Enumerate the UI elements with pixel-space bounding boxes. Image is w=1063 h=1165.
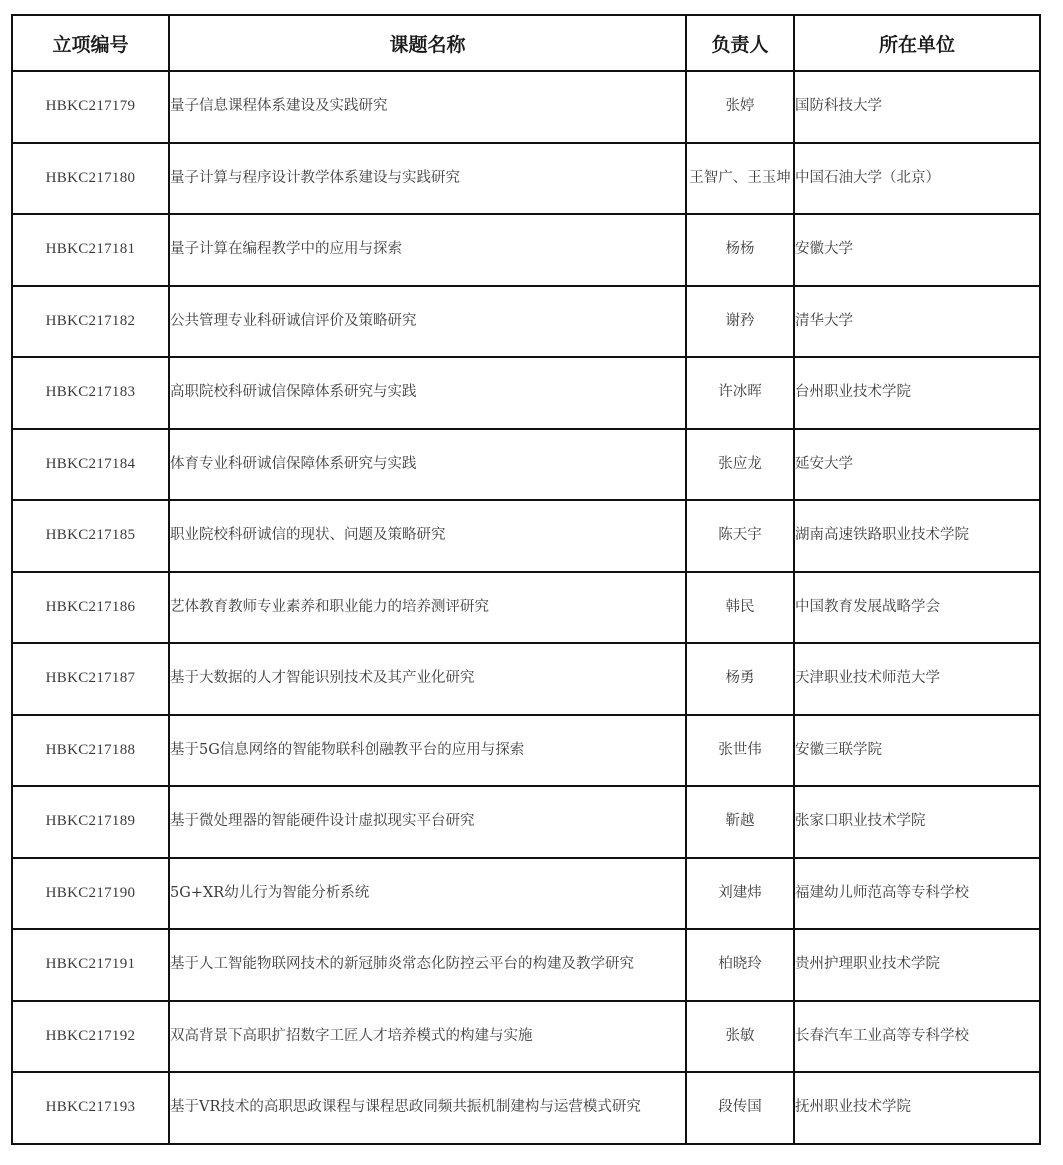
cell-unit: 延安大学 [794, 429, 1040, 501]
cell-unit: 抚州职业技术学院 [794, 1072, 1040, 1144]
cell-code: HBKC217192 [12, 1001, 169, 1073]
cell-owner: 谢矜 [686, 286, 794, 358]
cell-title: 量子计算在编程教学中的应用与探索 [169, 214, 686, 286]
cell-owner: 许冰晖 [686, 357, 794, 429]
cell-owner: 靳越 [686, 786, 794, 858]
cell-unit: 天津职业技术师范大学 [794, 643, 1040, 715]
header-title: 课题名称 [169, 15, 686, 71]
cell-code: HBKC217181 [12, 214, 169, 286]
cell-owner: 张敏 [686, 1001, 794, 1073]
cell-unit: 安徽三联学院 [794, 715, 1040, 787]
cell-owner: 陈天宇 [686, 500, 794, 572]
cell-title: 基于微处理器的智能硬件设计虚拟现实平台研究 [169, 786, 686, 858]
table-row [12, 1001, 1040, 1073]
cell-unit: 中国教育发展战略学会 [794, 572, 1040, 644]
cell-unit: 福建幼儿师范高等专科学校 [794, 858, 1040, 930]
table-row [12, 357, 1040, 429]
table-row [12, 786, 1040, 858]
table-row [12, 929, 1040, 1001]
table-row [12, 858, 1040, 930]
cell-title: 体育专业科研诚信保障体系研究与实践 [169, 429, 686, 501]
table-row [12, 71, 1040, 143]
cell-title: 量子计算与程序设计教学体系建设与实践研究 [169, 143, 686, 215]
project-table [11, 14, 1041, 1145]
cell-owner: 杨杨 [686, 214, 794, 286]
table-row [12, 572, 1040, 644]
cell-code: HBKC217188 [12, 715, 169, 787]
cell-code: HBKC217189 [12, 786, 169, 858]
cell-code: HBKC217180 [12, 143, 169, 215]
cell-owner: 张应龙 [686, 429, 794, 501]
cell-code: HBKC217179 [12, 71, 169, 143]
cell-unit: 国防科技大学 [794, 71, 1040, 143]
cell-title: 双高背景下高职扩招数字工匠人才培养模式的构建与实施 [169, 1001, 686, 1073]
cell-code: HBKC217183 [12, 357, 169, 429]
table-row [12, 214, 1040, 286]
cell-code: HBKC217191 [12, 929, 169, 1001]
cell-code: HBKC217193 [12, 1072, 169, 1144]
cell-title: 量子信息课程体系建设及实践研究 [169, 71, 686, 143]
table-header-row [12, 15, 1040, 71]
cell-title: 职业院校科研诚信的现状、问题及策略研究 [169, 500, 686, 572]
table-row [12, 643, 1040, 715]
table-row [12, 429, 1040, 501]
cell-owner: 张世伟 [686, 715, 794, 787]
cell-title: 公共管理专业科研诚信评价及策略研究 [169, 286, 686, 358]
cell-title: 基于VR技术的高职思政课程与课程思政同频共振机制建构与运营模式研究 [169, 1072, 686, 1144]
cell-unit: 长春汽车工业高等专科学校 [794, 1001, 1040, 1073]
header-owner: 负责人 [686, 15, 794, 71]
table-row [12, 286, 1040, 358]
cell-unit: 清华大学 [794, 286, 1040, 358]
cell-code: HBKC217190 [12, 858, 169, 930]
cell-unit: 贵州护理职业技术学院 [794, 929, 1040, 1001]
cell-title: 高职院校科研诚信保障体系研究与实践 [169, 357, 686, 429]
header-code: 立项编号 [12, 15, 169, 71]
cell-owner: 刘建炜 [686, 858, 794, 930]
cell-unit: 张家口职业技术学院 [794, 786, 1040, 858]
cell-code: HBKC217185 [12, 500, 169, 572]
cell-title: 基于5G信息网络的智能物联科创融教平台的应用与探索 [169, 715, 686, 787]
cell-owner: 张婷 [686, 71, 794, 143]
cell-code: HBKC217187 [12, 643, 169, 715]
cell-title: 5G+XR幼儿行为智能分析系统 [169, 858, 686, 930]
cell-unit: 湖南高速铁路职业技术学院 [794, 500, 1040, 572]
cell-code: HBKC217184 [12, 429, 169, 501]
cell-title: 艺体教育教师专业素养和职业能力的培养测评研究 [169, 572, 686, 644]
cell-code: HBKC217182 [12, 286, 169, 358]
table-row [12, 500, 1040, 572]
table-row [12, 715, 1040, 787]
cell-unit: 中国石油大学（北京） [794, 143, 1040, 215]
cell-owner: 王智广、王玉坤 [686, 143, 794, 215]
cell-title: 基于人工智能物联网技术的新冠肺炎常态化防控云平台的构建及教学研究 [169, 929, 686, 1001]
table-row [12, 143, 1040, 215]
cell-owner: 韩民 [686, 572, 794, 644]
cell-title: 基于大数据的人才智能识别技术及其产业化研究 [169, 643, 686, 715]
cell-unit: 台州职业技术学院 [794, 357, 1040, 429]
cell-unit: 安徽大学 [794, 214, 1040, 286]
cell-owner: 杨勇 [686, 643, 794, 715]
cell-code: HBKC217186 [12, 572, 169, 644]
cell-owner: 柏晓玲 [686, 929, 794, 1001]
table-row [12, 1072, 1040, 1144]
cell-owner: 段传国 [686, 1072, 794, 1144]
header-unit: 所在单位 [794, 15, 1040, 71]
